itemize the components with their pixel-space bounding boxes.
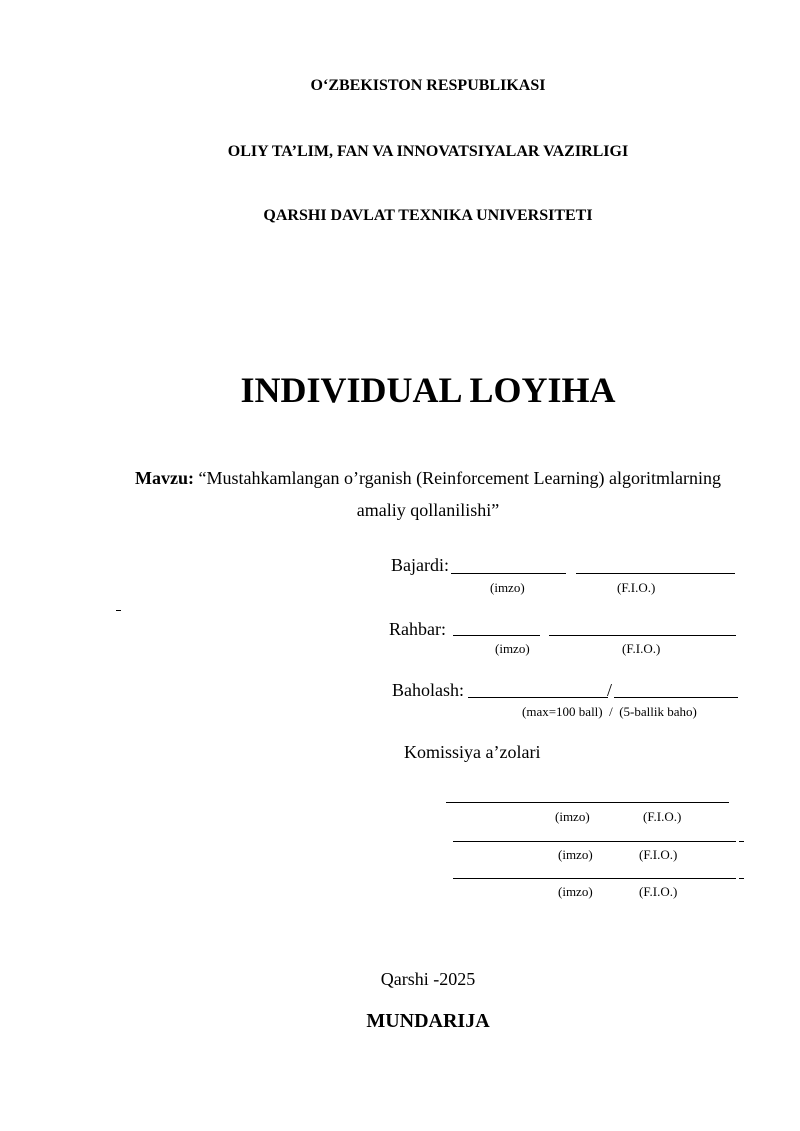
commission-imzo-caption: (imzo) — [558, 884, 593, 899]
commission-member-line[interactable] — [453, 878, 736, 879]
rahbar-imzo-caption: (imzo) — [495, 641, 530, 656]
ministry-country: O‘ZBEKISTON RESPUBLIKASI — [310, 77, 546, 94]
rahbar-signature-line[interactable] — [453, 635, 540, 636]
stray-mark — [739, 841, 744, 842]
topic-block — [100, 462, 756, 526]
topic-label: Mavzu: — [135, 468, 194, 488]
commission-fio-caption: (F.I.O.) — [639, 884, 678, 899]
bajardi-label: Bajardi: — [391, 555, 449, 575]
rahbar-name-line[interactable] — [549, 635, 736, 636]
baholash-score-line[interactable] — [468, 697, 608, 698]
commission-member-line[interactable] — [446, 802, 729, 803]
commission-label: Komissiya a’zolari — [404, 742, 541, 762]
university-name: QARSHI DAVLAT TEXNIKA UNIVERSITETI — [263, 207, 593, 224]
document-title: INDIVIDUAL LOYIHA — [240, 370, 616, 410]
topic-text-2: amaliy qollanilishi” — [356, 500, 500, 520]
place-year: Qarshi -2025 — [380, 969, 476, 989]
ministry-name: OLIY TA’LIM, FAN VA INNOVATSIYALAR VAZIRLIGI — [227, 143, 629, 160]
rahbar-fio-caption: (F.I.O.) — [622, 641, 661, 656]
commission-imzo-caption: (imzo) — [555, 809, 590, 824]
bajardi-fio-caption: (F.I.O.) — [617, 580, 656, 595]
stray-mark — [116, 610, 121, 611]
topic-text-1: “Mustahkamlangan o’rganish (Reinforcement Learning) algoritmlarning — [198, 468, 721, 488]
stray-mark — [739, 878, 744, 879]
baholash-label: Baholash: — [392, 680, 464, 700]
baholash-separator: / — [607, 680, 613, 700]
bajardi-imzo-caption: (imzo) — [490, 580, 525, 595]
bajardi-signature-line[interactable] — [451, 573, 566, 574]
commission-member-line[interactable] — [453, 841, 736, 842]
topic-line-1 — [100, 462, 756, 494]
bajardi-name-line[interactable] — [576, 573, 735, 574]
contents-heading: MUNDARIJA — [366, 1010, 490, 1032]
baholash-grade-line[interactable] — [614, 697, 738, 698]
rahbar-label: Rahbar: — [389, 619, 446, 639]
commission-imzo-caption: (imzo) — [558, 847, 593, 862]
baholash-caption: (max=100 ball) / (5-ballik baho) — [522, 704, 697, 719]
commission-fio-caption: (F.I.O.) — [639, 847, 678, 862]
commission-fio-caption: (F.I.O.) — [643, 809, 682, 824]
